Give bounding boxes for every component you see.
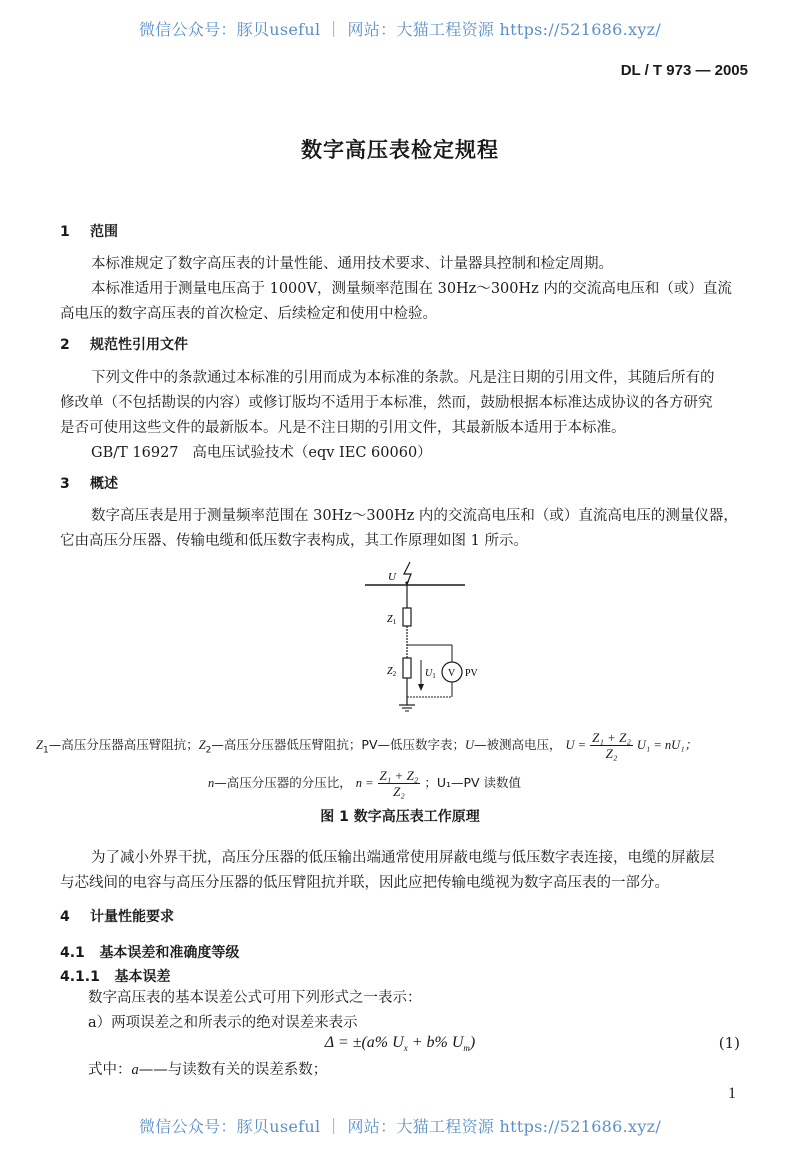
label-v: V xyxy=(448,668,456,679)
var-z1: Z xyxy=(36,738,43,752)
var-a: a xyxy=(131,1062,139,1078)
watermark-top: 微信公众号：豚贝useful ｜ 网站：大猫工程资源 https://521686.xyz/ xyxy=(138,20,662,39)
section-3-body-cont xyxy=(60,846,740,896)
label-z1: $Z_1$ xyxy=(387,614,397,626)
document-title: 数字高压表检定规程 xyxy=(301,138,499,162)
page-number: 1 xyxy=(728,1085,736,1102)
legend-z1-desc: —高压分压器高压臂阻抗； xyxy=(48,737,199,752)
label-pv: PV xyxy=(465,668,478,679)
section-number: 3 xyxy=(60,476,70,492)
paragraph: 数字高压表的基本误差公式可用下列形式之一表示： xyxy=(88,990,422,1006)
numerator: Z₁ + Z₂ xyxy=(379,768,419,783)
subscript: 1 xyxy=(42,745,49,756)
numerator: Z₁ + Z₂ xyxy=(592,730,631,745)
equation-where xyxy=(88,1058,768,1083)
var-z2: Z xyxy=(198,738,206,752)
denominator: Z₂ xyxy=(393,784,405,799)
equation-part: ) xyxy=(469,1034,476,1051)
where-desc: ——与读数有关的误差系数； xyxy=(138,1062,328,1078)
label-u1: $U_1$ xyxy=(425,668,436,680)
where-prefix: 式中： xyxy=(88,1062,132,1078)
label-z2: $Z_2$ xyxy=(387,666,397,678)
figure-legend-line-1 xyxy=(36,730,697,761)
resistor-z2-icon xyxy=(403,658,411,678)
paragraph: 本标准适用于测量电压高于 1000V，测量频率范围在 30Hz～300Hz 内的交流高电压和（或）直流 xyxy=(91,281,732,297)
subscript: 2 xyxy=(205,745,212,756)
legend-pv-desc: PV—低压数字表； xyxy=(361,737,465,752)
paragraph: 本标准规定了数字高压表的计量性能、通用技术要求、计量器具控制和检定周期。 xyxy=(91,256,613,272)
label-u: U xyxy=(388,571,396,583)
subscript: x xyxy=(403,1043,408,1054)
paragraph: 为了减小外界干扰，高压分压器的低压输出端通常使用屏蔽电缆与低压数字表连接，电缆的屏蔽层 xyxy=(91,850,715,866)
list-item-a: a）两项误差之和所表示的绝对误差来表示 xyxy=(88,1015,358,1031)
section-2-body xyxy=(60,366,740,466)
paragraph: 下列文件中的条款通过本标准的引用而成为本标准的条款。凡是注日期的引用文件，其随后所有的 xyxy=(91,370,715,386)
equation-part: + b% U xyxy=(407,1034,464,1051)
section-number: 4.1.1 xyxy=(60,969,100,985)
section-title: 基本误差和准确度等级 xyxy=(99,945,240,961)
section-title: 范围 xyxy=(90,224,118,240)
legend-z2-desc: —高压分压器低压臂阻抗； xyxy=(211,737,362,752)
watermark-bottom: 微信公众号：豚贝useful ｜ 网站：大猫工程资源 https://521686.xyz/ xyxy=(138,1117,662,1136)
legend-u1-desc: ；U₁—PV 读数值 xyxy=(424,775,522,790)
var-u: U xyxy=(465,738,475,752)
paragraph-cont: 高电压的数字高压表的首次检定、后续检定和使用中检验。 xyxy=(60,306,437,322)
fraction xyxy=(590,730,633,761)
paragraph-cont: 与芯线间的电容与高压分压器的低压臂阻抗并联，因此应把传输电缆视为数字高压表的一部分。 xyxy=(60,875,669,891)
section-4-1-1-heading xyxy=(60,966,171,986)
section-number: 2 xyxy=(60,337,70,353)
section-1-body xyxy=(60,252,740,327)
subscript: m xyxy=(463,1043,470,1054)
section-number: 4.1 xyxy=(60,945,85,961)
section-title: 计量性能要求 xyxy=(90,909,174,925)
var-n: n xyxy=(208,776,215,790)
section-4-1-heading xyxy=(60,942,239,962)
lightning-icon xyxy=(404,562,411,584)
formula-rhs: U₁ = nU₁； xyxy=(636,738,698,752)
figure-caption: 图 1 数字高压表工作原理 xyxy=(320,809,480,825)
reference-title: 高电压试验技术（eqv IEC 60060） xyxy=(192,445,432,461)
section-number: 1 xyxy=(60,224,70,240)
equation-number: (1) xyxy=(718,1034,740,1052)
resistor-z1-icon xyxy=(403,608,411,626)
equation-part: Δ = ±(a% U xyxy=(324,1034,404,1051)
section-3-heading xyxy=(60,473,118,493)
section-2-heading xyxy=(60,334,188,354)
circuit-diagram xyxy=(340,560,500,720)
section-number: 4 xyxy=(60,909,70,925)
paragraph-cont: 修改单（不包括勘误的内容）或修订版均不适用于本标准，然而，鼓励根据本标准达成协议的各方研究 xyxy=(60,395,713,411)
section-title: 概述 xyxy=(90,476,118,492)
denominator: Z₂ xyxy=(605,746,618,761)
section-title: 基本误差 xyxy=(114,969,171,985)
legend-u-desc: —被测高电压， xyxy=(474,737,562,752)
section-3-body xyxy=(60,504,740,554)
fraction xyxy=(378,768,421,799)
legend-n-desc: —高压分压器的分压比， xyxy=(214,775,352,790)
standard-code: DL / T 973 — 2005 xyxy=(620,62,748,79)
section-4-heading xyxy=(60,906,174,926)
arrow-down-icon xyxy=(418,684,424,691)
section-title: 规范性引用文件 xyxy=(90,337,188,353)
figure-legend-line-2 xyxy=(208,768,521,799)
paragraph: 数字高压表是用于测量频率范围在 30Hz～300Hz 内的交流高电压和（或）直流高电压的测量仪器， xyxy=(91,508,738,524)
section-1-heading xyxy=(60,221,118,241)
reference-code: GB/T 16927 xyxy=(91,445,179,461)
section-4-body xyxy=(88,986,768,1036)
normative-reference xyxy=(60,441,740,466)
formula-lhs: n = xyxy=(355,776,374,790)
equation-1 xyxy=(0,1034,800,1053)
paragraph-cont: 是否可使用这些文件的最新版本。凡是不注日期的引用文件，其最新版本适用于本标准。 xyxy=(60,420,626,436)
paragraph-cont: 它由高压分压器、传输电缆和低压数字表构成，其工作原理如图 1 所示。 xyxy=(60,533,528,549)
formula-lhs: U = xyxy=(565,738,587,752)
